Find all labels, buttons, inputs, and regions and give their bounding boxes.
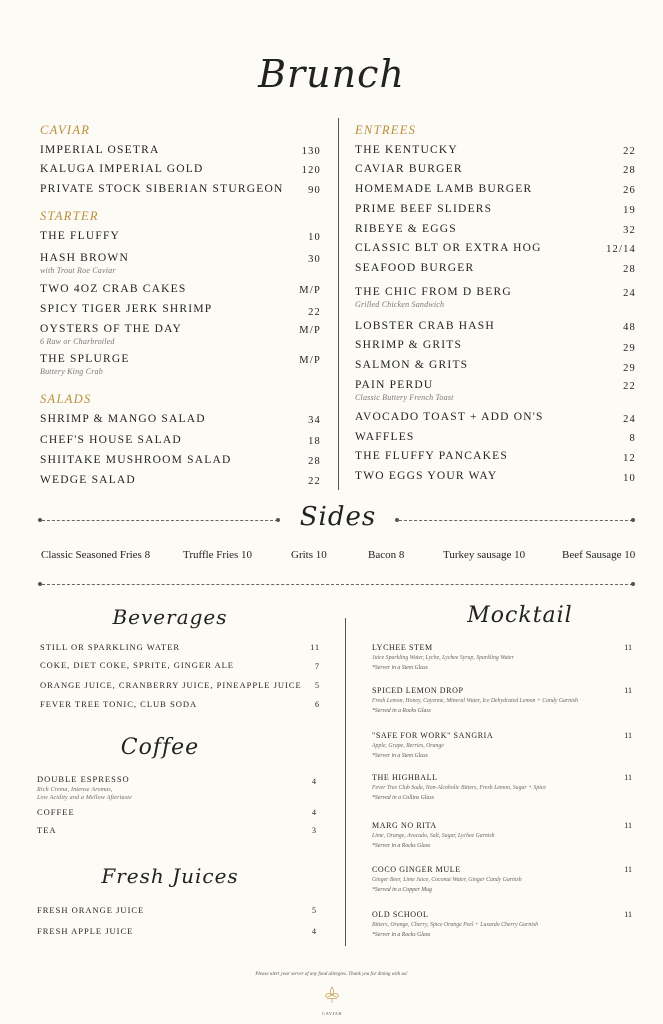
item-name: PAIN PERDU: [355, 379, 434, 391]
item-price: 7: [315, 662, 320, 671]
item-name: OYSTERS OF THE DAY: [40, 323, 183, 335]
item-description: Rich Crema, Intense Aromas,: [37, 787, 113, 793]
item-price: 11: [624, 643, 632, 652]
column-divider-bottom: [345, 618, 346, 946]
section-heading-beverages: Beverages: [112, 605, 228, 629]
item-name: LYCHEE STEM: [372, 643, 433, 652]
item-name: ORANGE JUICE, CRANBERRY JUICE, PINEAPPLE JUICE: [40, 680, 302, 690]
item-description: Fever Tree Club Soda, Non-Alcoholic Bitters, Fresh Lemon, Sugar + Spice: [372, 785, 546, 791]
item-price: 10: [308, 232, 321, 243]
item-name: THE KENTUCKY: [355, 144, 458, 156]
item-price: 24: [623, 414, 636, 425]
side-item: Grits 10: [291, 549, 327, 561]
item-price: 11: [624, 910, 632, 919]
item-name: COCO GINGER MULE: [372, 865, 461, 874]
item-price: 48: [623, 322, 636, 333]
divider-dot: [631, 518, 635, 522]
item-price: 29: [623, 343, 636, 354]
item-name: SHIITAKE MUSHROOM SALAD: [40, 454, 232, 466]
item-price: 22: [623, 381, 636, 392]
item-price: 34: [308, 415, 321, 426]
item-price: 28: [623, 264, 636, 275]
item-description: Lime, Orange, Avocado, Salt, Sugar, Lychee Garnish: [372, 833, 495, 839]
side-item: Classic Seasoned Fries 8: [41, 549, 151, 561]
item-description: Grilled Chicken Sandwich: [355, 300, 445, 309]
item-price: 22: [308, 476, 321, 487]
item-name: TWO EGGS YOUR WAY: [355, 470, 498, 482]
item-name: SEAFOOD BURGER: [355, 262, 475, 274]
item-price: 6: [315, 700, 320, 709]
item-price: 4: [312, 777, 317, 786]
item-name: LOBSTER CRAB HASH: [355, 320, 495, 332]
item-price: 4: [312, 927, 317, 936]
item-description: Buttery King Crab: [40, 367, 103, 376]
item-price: 24: [623, 288, 636, 299]
sides-divider-bottom: [42, 584, 633, 585]
item-description: Bitters, Orange, Cherry, Spice Orange Peel + Luxardo Cherry Garnish: [372, 922, 538, 928]
item-name: SHRIMP & MANGO SALAD: [40, 413, 206, 425]
item-description: Juice Sparkling Water, Lyche, Lychee Syrup, Sparkling Water: [372, 655, 514, 661]
page-title: Brunch: [258, 52, 405, 96]
item-price: 22: [308, 307, 321, 318]
item-price: 10: [623, 473, 636, 484]
column-divider-top: [338, 118, 339, 490]
item-price: 11: [624, 821, 632, 830]
item-description: Fresh Lemon, Honey, Cayenne, Mineral Water, Ice Dehydrated Lemon + Candy Garnish: [372, 698, 578, 704]
item-description: with Trout Roe Caviar: [40, 266, 116, 275]
item-name: SHRIMP & GRITS: [355, 339, 463, 351]
item-name: TEA: [37, 825, 57, 835]
item-description: 6 Raw or Charbroiled: [40, 337, 115, 346]
item-price: 4: [312, 808, 317, 817]
item-glass: *Server in a Rocks Glass: [372, 843, 431, 849]
item-name: TWO 4OZ CRAB CAKES: [40, 283, 187, 295]
item-glass: *Served in a Copper Mug: [372, 887, 432, 893]
item-name: CHEF'S HOUSE SALAD: [40, 434, 182, 446]
divider-dot: [631, 582, 635, 586]
item-price: 90: [308, 185, 321, 196]
sides-divider-left: [42, 520, 278, 521]
item-name: HASH BROWN: [40, 252, 129, 264]
side-item: Truffle Fries 10: [183, 549, 253, 561]
item-name: THE SPLURGE: [40, 353, 130, 365]
item-price: 3: [312, 826, 317, 835]
item-name: CLASSIC BLT OR EXTRA HOG: [355, 242, 542, 254]
item-name: STILL OR SPARKLING WATER: [40, 642, 181, 652]
item-price: 28: [308, 456, 321, 467]
item-price: M/P: [299, 325, 321, 336]
item-price: 22: [623, 146, 636, 157]
item-name: COKE, DIET COKE, SPRITE, GINGER ALE: [40, 660, 234, 670]
item-name: AVOCADO TOAST + ADD ON'S: [355, 411, 544, 423]
item-price: 30: [308, 254, 321, 265]
item-price: 12: [623, 453, 636, 464]
item-price: 11: [310, 643, 320, 652]
item-name: OLD SCHOOL: [372, 910, 429, 919]
side-item: Bacon 8: [368, 549, 405, 561]
item-name: FRESH ORANGE JUICE: [37, 905, 145, 915]
item-price: 11: [624, 686, 632, 695]
item-name: KALUGA IMPERIAL GOLD: [40, 163, 204, 175]
sides-divider-right: [399, 520, 633, 521]
item-name: RIBEYE & EGGS: [355, 223, 457, 235]
section-heading-fresh-juices: Fresh Juices: [101, 864, 239, 888]
divider-dot: [276, 518, 280, 522]
item-name: COFFEE: [37, 807, 75, 817]
side-item: Beef Sausage 10: [562, 549, 636, 561]
item-name: WEDGE SALAD: [40, 474, 136, 486]
item-description: Classic Buttery French Toast: [355, 393, 454, 402]
item-price: 11: [624, 865, 632, 874]
section-heading-caviar: CAVIAR: [40, 123, 91, 137]
section-heading-mocktail: Mocktail: [467, 603, 573, 628]
item-price: 120: [301, 165, 321, 176]
item-name: PRIME BEEF SLIDERS: [355, 203, 493, 215]
item-price: 11: [624, 773, 632, 782]
side-item: Turkey sausage 10: [443, 549, 526, 561]
item-name: DOUBLE ESPRESSO: [37, 774, 130, 784]
item-price: 8: [629, 433, 636, 444]
sides-list: [0, 549, 663, 565]
item-description: Ginger Beer, Lime Juice, Coconut Water, Ginger Candy Garnish: [372, 877, 522, 883]
item-name: CAVIAR BURGER: [355, 163, 463, 175]
item-glass: *Server in a Rocks Glass: [372, 932, 431, 938]
item-description: Low Acidity and a Mellow Aftertaste: [37, 795, 132, 801]
allergy-notice: Please alert your server of any food allergies. Thank you for dining with us!: [255, 972, 408, 977]
item-name: WAFFLES: [355, 431, 415, 443]
section-heading-coffee: Coffee: [120, 735, 200, 760]
item-price: 11: [624, 731, 632, 740]
item-glass: *Server in a Stem Glass: [372, 753, 428, 759]
item-glass: *Served in a Rocks Glass: [372, 708, 431, 714]
item-name: SPICED LEMON DROP: [372, 686, 464, 695]
section-heading-salads: SALADS: [40, 392, 92, 406]
item-description: Apple, Grape, Berries, Orange: [372, 743, 444, 749]
section-heading-entrees: ENTREES: [355, 123, 417, 137]
restaurant-logo: [321, 985, 343, 1015]
item-price: 19: [623, 205, 636, 216]
section-heading-sides: Sides: [299, 502, 377, 532]
item-name: SPICY TIGER JERK SHRIMP: [40, 303, 213, 315]
item-price: 26: [623, 185, 636, 196]
item-name: THE FLUFFY PANCAKES: [355, 450, 508, 462]
item-name: HOMEMADE LAMB BURGER: [355, 183, 533, 195]
item-price: 12/14: [606, 244, 636, 255]
item-price: 18: [308, 436, 321, 447]
item-name: FEVER TREE TONIC, CLUB SODA: [40, 699, 198, 709]
item-price: 28: [623, 165, 636, 176]
item-name: MARG NO RITA: [372, 821, 437, 830]
item-glass: *Served in a Collins Glass: [372, 795, 434, 801]
item-name: THE CHIC FROM D BERG: [355, 286, 512, 298]
item-name: THE FLUFFY: [40, 230, 121, 242]
item-price: M/P: [299, 285, 321, 296]
item-price: 29: [623, 363, 636, 374]
fleur-icon: [321, 985, 343, 1005]
item-price: 32: [623, 225, 636, 236]
section-heading-starter: STARTER: [40, 209, 99, 223]
item-name: PRIVATE STOCK SIBERIAN STURGEON: [40, 183, 284, 195]
item-name: IMPERIAL OSETRA: [40, 144, 160, 156]
item-name: THE HIGHBALL: [372, 773, 438, 782]
item-name: FRESH APPLE JUICE: [37, 926, 134, 936]
item-price: M/P: [299, 355, 321, 366]
item-name: "SAFE FOR WORK" SANGRIA: [372, 731, 494, 740]
item-price: 130: [301, 146, 321, 157]
item-price: 5: [312, 906, 317, 915]
item-price: 5: [315, 681, 320, 690]
item-glass: *Server in a Stem Glass: [372, 665, 428, 671]
logo-text: CAVIAR: [322, 1011, 342, 1016]
item-name: SALMON & GRITS: [355, 359, 469, 371]
